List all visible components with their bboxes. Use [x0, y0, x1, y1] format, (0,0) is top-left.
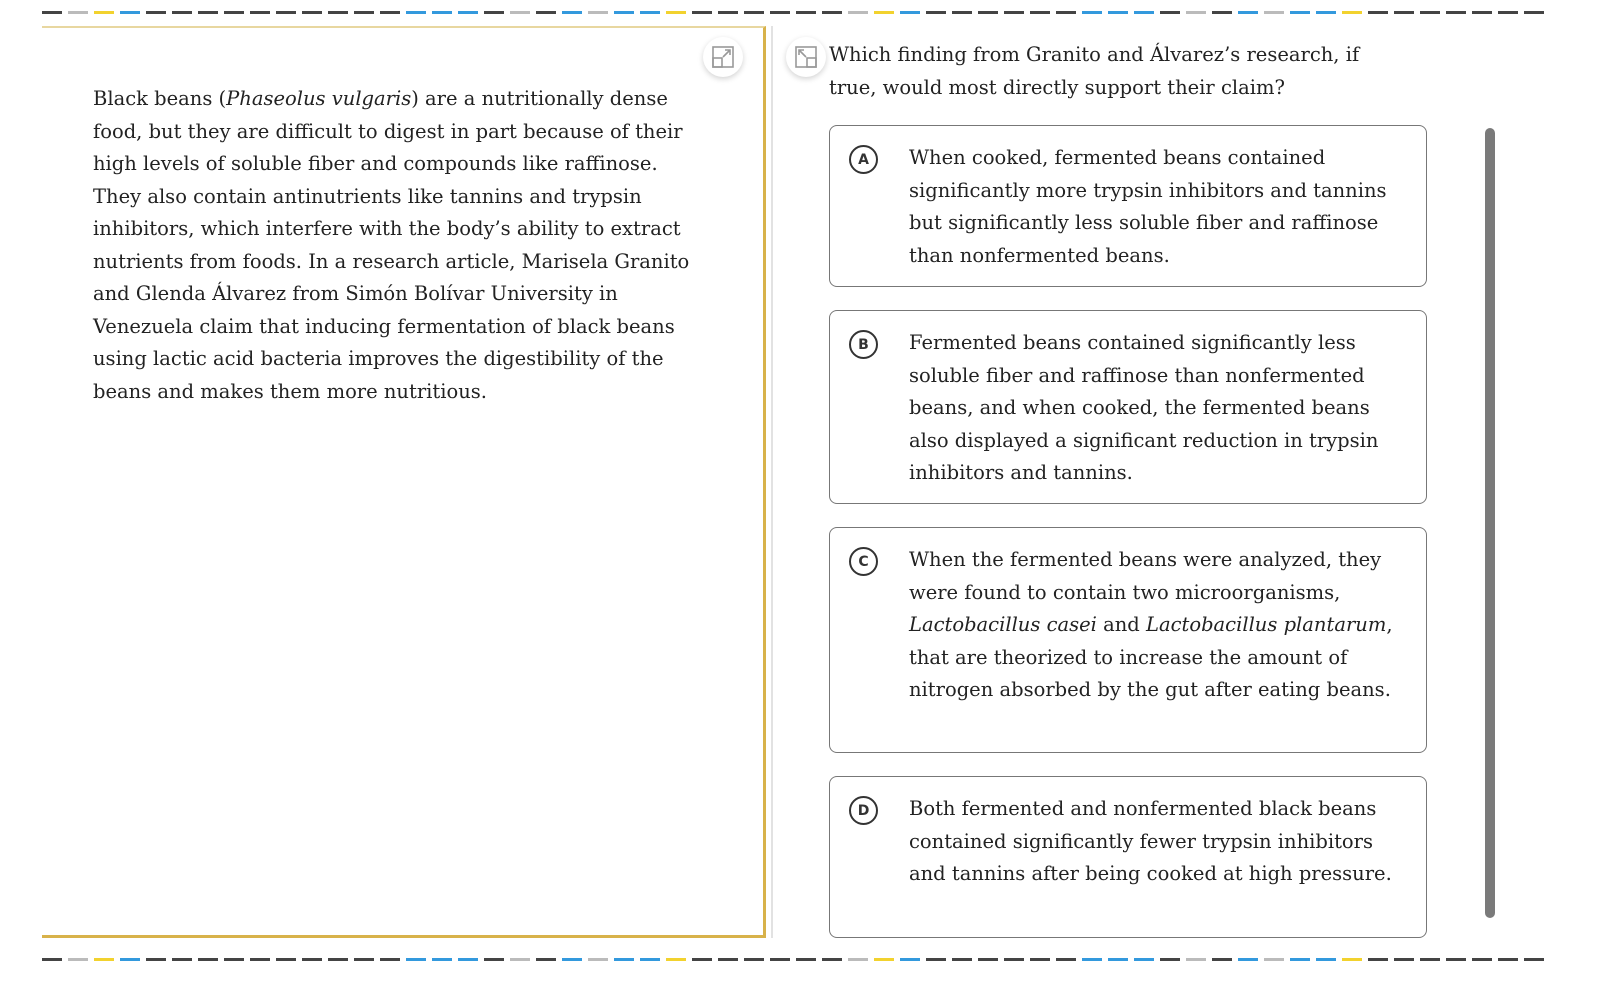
choice-text — [909, 544, 1399, 707]
progress-dash — [536, 11, 556, 14]
progress-dash — [770, 958, 790, 961]
progress-dash — [1238, 11, 1258, 14]
progress-dash — [42, 11, 62, 14]
progress-dash — [1056, 958, 1076, 961]
progress-dash — [1160, 958, 1180, 961]
scrollbar[interactable] — [1485, 128, 1495, 918]
progress-dash — [458, 958, 478, 961]
progress-dash — [952, 958, 972, 961]
progress-dash — [1082, 11, 1102, 14]
progress-dash — [328, 11, 348, 14]
choice-letter-d: D — [849, 796, 878, 825]
progress-dash — [926, 11, 946, 14]
progress-dash — [1290, 11, 1310, 14]
progress-dash — [354, 958, 374, 961]
progress-dash — [926, 958, 946, 961]
bottom-progress-dashes — [42, 958, 1552, 961]
progress-dash — [1342, 11, 1362, 14]
progress-dash — [1394, 11, 1414, 14]
progress-dash — [1212, 958, 1232, 961]
progress-dash — [1420, 11, 1440, 14]
pane-divider[interactable] — [771, 26, 773, 938]
progress-dash — [1030, 11, 1050, 14]
progress-dash — [640, 958, 660, 961]
progress-dash — [1316, 958, 1336, 961]
passage-part: Black beans ( — [93, 87, 227, 110]
progress-dash — [900, 958, 920, 961]
progress-dash — [588, 958, 608, 961]
progress-dash — [536, 958, 556, 961]
choice-text-part: and — [1096, 613, 1146, 636]
progress-dash — [432, 958, 452, 961]
progress-dash — [1134, 958, 1154, 961]
progress-dash — [1368, 11, 1388, 14]
expand-passage-button[interactable] — [703, 37, 743, 77]
progress-dash — [1264, 11, 1284, 14]
progress-dash — [874, 11, 894, 14]
progress-dash — [1004, 11, 1024, 14]
progress-dash — [1498, 11, 1518, 14]
progress-dash — [1524, 958, 1544, 961]
progress-dash — [1186, 958, 1206, 961]
progress-dash — [1238, 958, 1258, 961]
top-progress-dashes — [42, 11, 1552, 14]
progress-dash — [1524, 11, 1544, 14]
progress-dash — [952, 11, 972, 14]
choice-text-part: When the fermented beans were analyzed, they were found to contain two microorganisms, — [909, 548, 1382, 604]
progress-dash — [744, 958, 764, 961]
progress-dash — [94, 958, 114, 961]
progress-dash — [614, 958, 634, 961]
progress-dash — [978, 958, 998, 961]
progress-dash — [1134, 11, 1154, 14]
progress-dash — [354, 11, 374, 14]
species-name: Lactobacillus plantarum — [1146, 613, 1387, 636]
progress-dash — [432, 11, 452, 14]
answer-choice-a[interactable] — [829, 125, 1427, 287]
progress-dash — [1160, 11, 1180, 14]
progress-dash — [1472, 11, 1492, 14]
progress-dash — [718, 11, 738, 14]
progress-dash — [822, 11, 842, 14]
progress-dash — [770, 11, 790, 14]
choice-letter-c: C — [849, 547, 878, 576]
progress-dash — [796, 958, 816, 961]
progress-dash — [744, 11, 764, 14]
progress-dash — [198, 11, 218, 14]
progress-dash — [406, 11, 426, 14]
progress-dash — [588, 11, 608, 14]
progress-dash — [250, 11, 270, 14]
progress-dash — [1368, 958, 1388, 961]
progress-dash — [848, 11, 868, 14]
progress-dash — [510, 11, 530, 14]
choice-text-part: , that are theorized to increase the amount of nitrogen absorbed by the gut after eating beans. — [909, 613, 1393, 701]
answer-choice-b[interactable] — [829, 310, 1427, 504]
progress-dash — [562, 11, 582, 14]
progress-dash — [510, 958, 530, 961]
progress-dash — [1498, 958, 1518, 961]
progress-dash — [1290, 958, 1310, 961]
progress-dash — [94, 11, 114, 14]
answer-choice-c[interactable] — [829, 527, 1427, 753]
progress-dash — [250, 958, 270, 961]
passage-part: ) are a nutritionally dense food, but they are difficult to digest in part because of their high levels of soluble fiber and compounds like raffinose. They also contain antinutrients like tannins and trypsin inhibitors, which interfere with the body’s ability to extract nutrients from foods. In a research article, Marisela Granito and Glenda Álvarez from Simón Bolívar University in Venezuela claim that inducing fermentation of black beans using lactic acid bacteria improves the digestibility of the beans and makes them more nutritious. — [93, 87, 690, 403]
progress-dash — [874, 958, 894, 961]
progress-dash — [1004, 958, 1024, 961]
progress-dash — [1342, 958, 1362, 961]
progress-dash — [42, 958, 62, 961]
progress-dash — [146, 958, 166, 961]
progress-dash — [1264, 958, 1284, 961]
progress-dash — [406, 958, 426, 961]
progress-dash — [380, 958, 400, 961]
progress-dash — [1472, 958, 1492, 961]
passage-text — [93, 83, 703, 408]
progress-dash — [1108, 958, 1128, 961]
progress-dash — [68, 958, 88, 961]
progress-dash — [380, 11, 400, 14]
choice-letter-a: A — [849, 145, 878, 174]
progress-dash — [1212, 11, 1232, 14]
progress-dash — [848, 958, 868, 961]
progress-dash — [692, 958, 712, 961]
choice-text: When cooked, fermented beans contained significantly more trypsin inhibitors and tannins but significantly less soluble fiber and raffinose than nonfermented beans. — [909, 146, 1387, 267]
progress-dash — [1394, 958, 1414, 961]
question-text: Which finding from Granito and Álvarez’s research, if true, would most directly support their claim? — [829, 43, 1360, 99]
progress-dash — [1420, 958, 1440, 961]
progress-dash — [68, 11, 88, 14]
progress-dash — [666, 958, 686, 961]
progress-dash — [146, 11, 166, 14]
progress-dash — [484, 958, 504, 961]
answer-choice-d[interactable] — [829, 776, 1427, 938]
progress-dash — [692, 11, 712, 14]
progress-dash — [900, 11, 920, 14]
progress-dash — [1186, 11, 1206, 14]
progress-dash — [822, 958, 842, 961]
progress-dash — [172, 11, 192, 14]
progress-dash — [1446, 958, 1466, 961]
progress-dash — [562, 958, 582, 961]
progress-dash — [302, 11, 322, 14]
choice-text: Both fermented and nonfermented black beans contained significantly fewer trypsin inhibitors and tannins after being cooked at high pressure. — [909, 797, 1392, 885]
progress-dash — [1056, 11, 1076, 14]
species-name: Phaseolus vulgaris — [226, 87, 412, 110]
progress-dash — [172, 958, 192, 961]
progress-dash — [614, 11, 634, 14]
progress-dash — [796, 11, 816, 14]
choice-text: Fermented beans contained significantly less soluble fiber and raffinose than nonfermented beans, and when cooked, the fermented beans also displayed a significant reduction in trypsin inhibitors and tannins. — [909, 331, 1379, 484]
progress-dash — [120, 958, 140, 961]
progress-dash — [458, 11, 478, 14]
collapse-icon — [794, 45, 818, 69]
progress-dash — [978, 11, 998, 14]
progress-dash — [120, 11, 140, 14]
progress-dash — [224, 958, 244, 961]
progress-dash — [640, 11, 660, 14]
progress-dash — [276, 958, 296, 961]
progress-dash — [1082, 958, 1102, 961]
progress-dash — [666, 11, 686, 14]
progress-dash — [276, 11, 296, 14]
expand-icon — [711, 45, 735, 69]
progress-dash — [302, 958, 322, 961]
species-name: Lactobacillus casei — [909, 613, 1097, 636]
progress-dash — [718, 958, 738, 961]
progress-dash — [484, 11, 504, 14]
progress-dash — [1108, 11, 1128, 14]
progress-dash — [224, 11, 244, 14]
choice-letter-b: B — [849, 330, 878, 359]
collapse-question-button[interactable] — [786, 37, 826, 77]
progress-dash — [1316, 11, 1336, 14]
progress-dash — [1030, 958, 1050, 961]
progress-dash — [1446, 11, 1466, 14]
progress-dash — [328, 958, 348, 961]
progress-dash — [198, 958, 218, 961]
